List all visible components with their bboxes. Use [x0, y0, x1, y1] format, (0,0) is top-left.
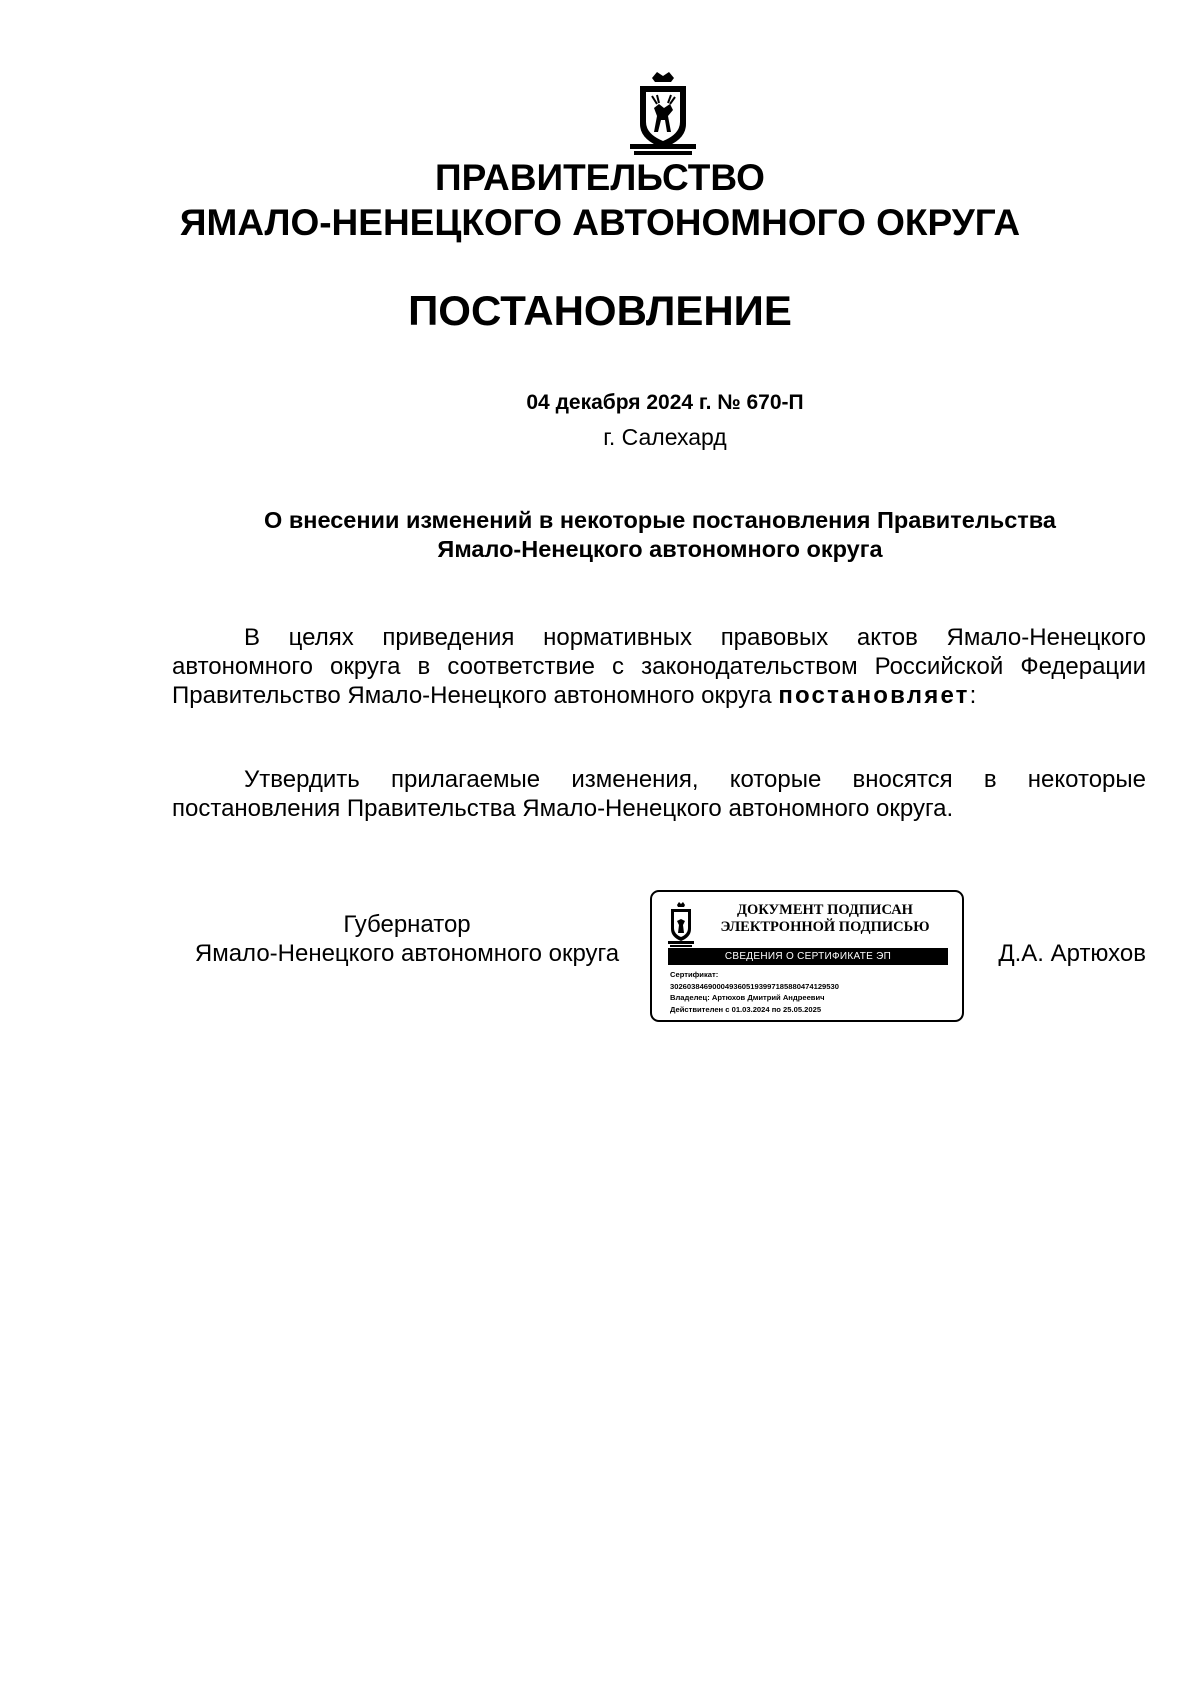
subject-line2: Ямало-Ненецкого автономного округа: [437, 536, 883, 562]
certificate-number: 3026038469000493605193997185880474129530: [670, 981, 839, 991]
certificate-info-bar: СВЕДЕНИЯ О СЕРТИФИКАТЕ ЭП: [668, 948, 948, 965]
certificate-validity: Действителен с 01.03.2024 по 25.05.2025: [670, 1004, 822, 1014]
government-name-line1: ПРАВИТЕЛЬСТВО: [435, 157, 765, 198]
stamp-heading: [712, 902, 938, 936]
paragraph1-text: В целях приведения нормативных правовых актов Ямало-Ненецкого автономного округа в соответствие с законодательством Российской Федерации Правительство Ямало-Ненецкого автономного округа: [172, 624, 1146, 709]
signatory-title-line2: Ямало-Ненецкого автономного округа: [194, 940, 620, 967]
body-paragraph-2: Утвердить прилагаемые изменения, которые вносятся в некоторые постановления Правительства Ямало-Ненецкого автономного округа.: [172, 766, 1146, 822]
body-paragraph-1: [172, 623, 1146, 710]
subject-line1: О внесении изменений в некоторые постановления Правительства: [264, 507, 1056, 533]
paragraph1-keyword: постановляет: [778, 682, 970, 709]
stamp-heading-line1: ДОКУМЕНТ ПОДПИСАН: [737, 902, 913, 918]
document-type: ПОСТАНОВЛЕНИЕ: [408, 287, 792, 334]
document-date-number: 04 декабря 2024 г. № 670-П: [526, 391, 804, 414]
signatory-title-line1: Губернатор: [343, 911, 471, 938]
stamp-coat-of-arms-icon: [666, 902, 696, 948]
document-city: г. Салехард: [603, 424, 727, 450]
certificate-details: [670, 969, 960, 1015]
stamp-heading-line2: ЭЛЕКТРОННОЙ ПОДПИСЬЮ: [720, 919, 930, 935]
certificate-label: Сертификат:: [670, 970, 719, 979]
certificate-owner: Владелец: Артюхов Дмитрий Андреевич: [670, 993, 825, 1002]
document-subject: [190, 506, 1130, 564]
electronic-signature-stamp: [650, 890, 964, 1022]
coat-of-arms-icon: [624, 70, 702, 158]
signatory-name: Д.А. Артюхов: [998, 940, 1146, 967]
paragraph1-end: :: [969, 682, 977, 709]
government-name-line2: ЯМАЛО-НЕНЕЦКОГО АВТОНОМНОГО ОКРУГА: [179, 202, 1021, 243]
